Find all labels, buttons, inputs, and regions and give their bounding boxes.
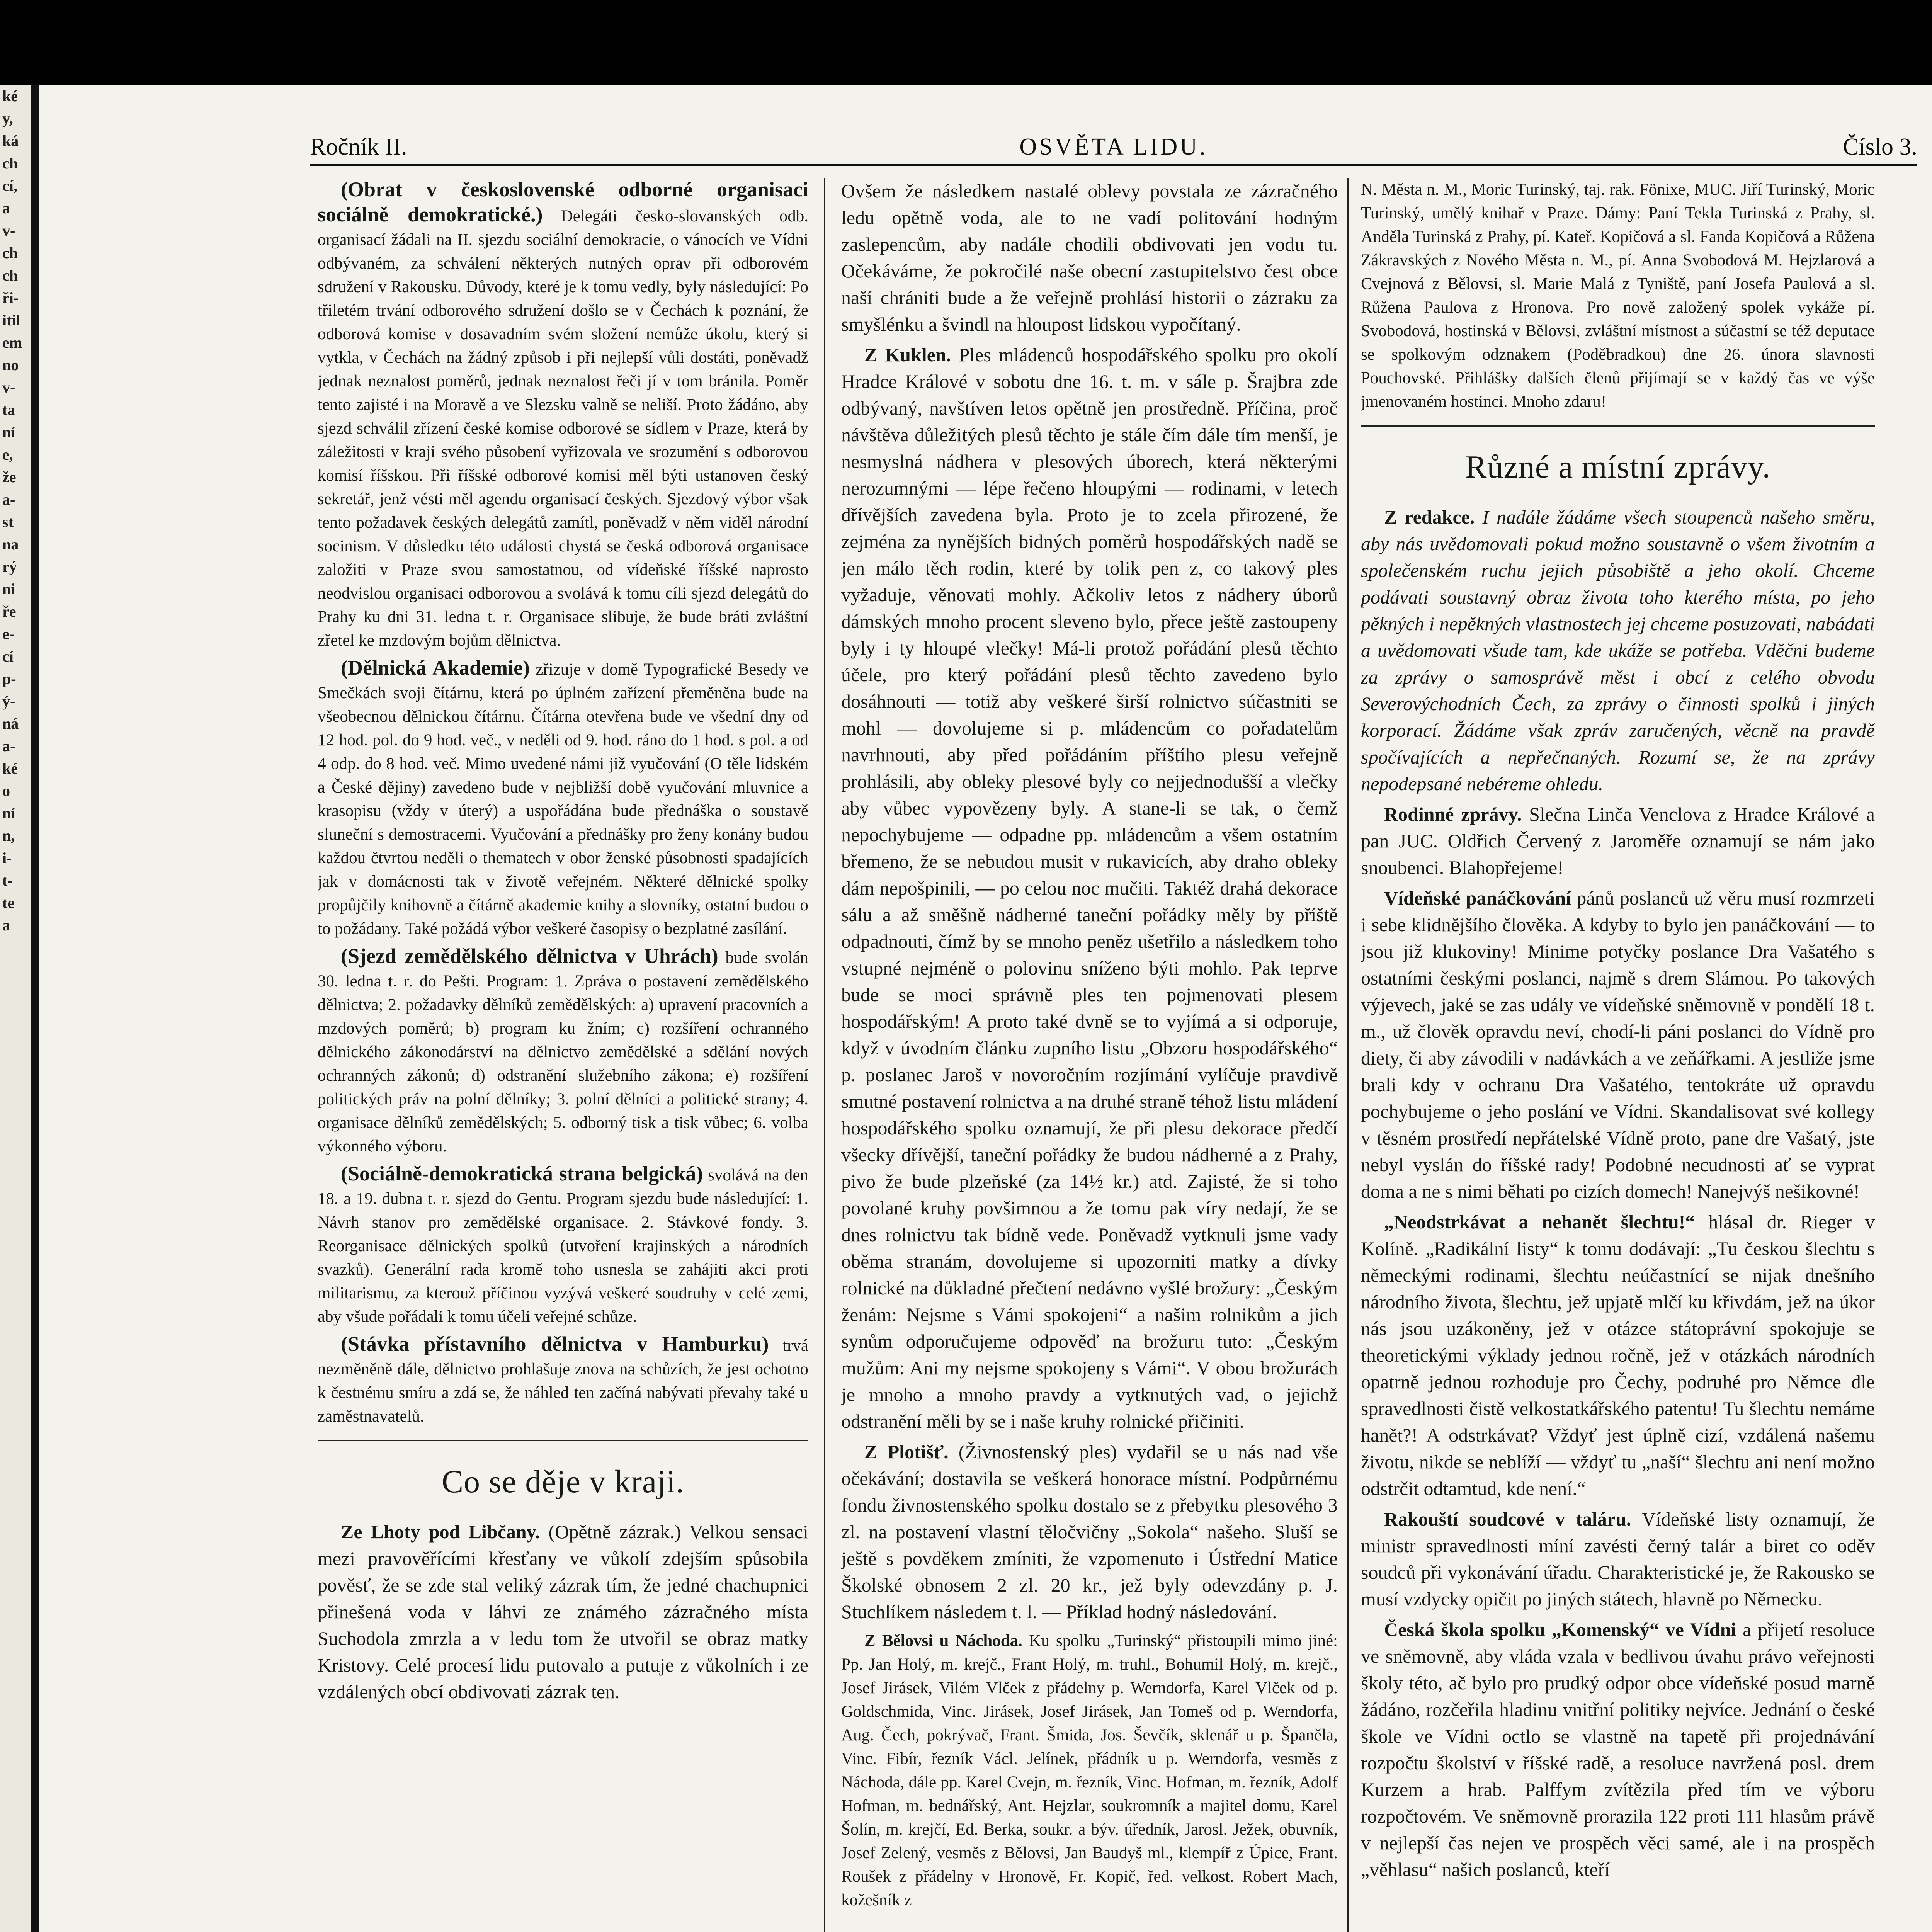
- article-odborna-organisace: [318, 178, 808, 652]
- page-gutter: [31, 85, 39, 1932]
- article-heading: Rodinné zprávy.: [1384, 803, 1522, 825]
- article-heading: Rakouští soudcové v taláru.: [1384, 1508, 1631, 1530]
- article-stavka-hamburk: [318, 1332, 808, 1428]
- volume-label: Ročník II.: [310, 134, 407, 160]
- article-text: I nadále žádáme všech stoupenců našeho směru, aby nás uvědomovali pokud možno soustavně o všem životním a společenském ruchu jejich působiště a jeho okolí. Chceme podávati soustavný obraz života toho kterého místa, po jeho pěkných i nepěkných vlastnostech jej chceme posuzovati, nabádati a uvědomovati všude tam, kde ukáže se potřeba. Vděčni budeme za zprávy o samosprávě měst i obcí z celého obvodu Severovýchodních Čech, za zprávy o činnosti spolků i jiných korporací. Žádáme však zpráv zaručených, věcně na pravdě spočívajících a nepřečnaných. Rozumí se, že na zprávy nepodepsané nebéreme ohledu.: [1361, 506, 1875, 794]
- article-text: (Živnostenský ples) vydařil se u nás nad vše očekávání; dostavila se veškerá honorace místní. Podpůrnému fondu živnostenského spolku dostalo se z přebytku plesového 3 zl. na postavení vlastní těločvičny „Sokola“ našeho. Sluší se ještě s povděkem zmíniti, že vzpomenuto i Ústřední Matice Školské obnosem 2 zl. 20 kr., jež byly odevzdány p. J. Stuchlíkem následem t. l. — Příklad hodný následování.: [841, 1441, 1338, 1622]
- previous-page-fragment: ře: [2, 603, 16, 620]
- article-text: svolává na den 18. a 19. dubna t. r. sjezd do Gentu. Program sjezdu bude následující: 1. Návrh stanov pro zemědělské organisace. 2. Stávkové fondy. 3. Reorganisace dělnických spolků (utvoření krajinských a národních svazků). Generální rada kromě toho usnesla se zahájiti akci proti militarismu, za kterouž příčinou vyzývá veškeré soudruhy v celé zemi, aby všude pořádali k tomu účeli veřejné schůze.: [318, 1166, 808, 1326]
- previous-page-fragment: na: [2, 536, 19, 553]
- article-redakce: [1361, 504, 1875, 797]
- previous-page-fragment: e,: [2, 446, 13, 463]
- article-sjezd-uhry: [318, 944, 808, 1158]
- article-plotiste: [841, 1439, 1338, 1625]
- column-2: [841, 178, 1338, 1932]
- previous-page-fragment: te: [2, 894, 15, 912]
- article-rodinne: [1361, 801, 1875, 881]
- article-text: bude svolán 30. ledna t. r. do Pešti. Program: 1. Zpráva o postavení zemědělského dělnictva; 2. požadavky dělníků zemědělských: a) upravení pracovních a mzdových poměrů; b) program ku žním; c) rozšíření ochranného dělnického zákonodárství na dělnictvo zemědělské a sdělání nových ochranných zákonů; d) odstranění služebního zákona; e) rozšíření politických práv na polní dělníky; 3. polní dělníci a politické strany; 4. organisace dělníků zemědělských; 5. odborný tisk a tisk vůbec; 6. volba výkonného výboru.: [318, 949, 808, 1155]
- column-3: [1361, 178, 1875, 1932]
- scan-border-top: [0, 0, 1932, 85]
- previous-page-fragment: st: [2, 513, 14, 531]
- previous-page-fragment: p-: [2, 670, 16, 687]
- article-text: Delegáti česko-slovanských odb. organisací žádali na II. sjezdu sociální demokracie, o vánocích ve Vídni odbývaném, za schválení některých nutných oprav při odborovém sdružení v Rakousku. Důvody, které je k tomu vedly, byly následující: Po třiletém trvání odborového sdružení došlo se v Čechách k poznání, že odborová komise v dosavadním svém složení nemůže úkolu, který si vytkla, v Čechách na žádný způsob i při nejlepší vůli dostáti, poněvadž jednak neznalost poměrů, jednak neznalost řeči jí v tom bránila. Poměr tento zajisté i na Moravě a ve Slezsku valně se neliší. Proto žádáno, aby sjezd schválil zřízení české komise odborové se sídlem v Praze, která by záležitosti v kraji svého působení vyřizovala ve srozumění s odborovou komisí říšskou. Při říšské odborové komisi měl býti ustanoven český sekretář, jenž vésti měl agendu organisací českých. Sjezdový výbor však tento požadavek českých delegátů zamítl, poněvadž v něm viděl národní socinism. V důsledku této události chystá se česká odborová organisace založiti v Praze svou samostatnou, od vídeňské říšské naprosto neodvislou organisaci odborovou a svolává k tomu cíli sjezd delegátů do Prahy ku dni 31. ledna t. r. Organisace slibuje, že bude bráti zvláštní zřetel ke mzdovým bojům dělnictva.: [318, 207, 808, 650]
- newspaper-page: [39, 85, 1932, 1932]
- article-delnicka-akademie: [318, 656, 808, 940]
- previous-page-fragment: cí: [2, 648, 14, 665]
- column-divider: [1347, 178, 1349, 1932]
- article-rakousti-soudcove: [1361, 1506, 1875, 1612]
- article-heading: Z redakce.: [1384, 506, 1475, 528]
- article-belovsi-continued: N. Města n. M., Moric Turinský, taj. rak. Fönixe, MUC. Jiří Turinský, Moric Turinský, umělý knihař v Praze. Dámy: Paní Tekla Turinská z Prahy, sl. Anděla Turinská z Prahy, pí. Kateř. Kopičová a sl. Fanda Kopičová a Růžena Zákravských z Nového Města n. M., pí. Anna Svobodová M. Hejzlarová a Cvejnová z Bělovsi, sl. Marie Malá z Tyniště, paní Josefa Paulová a sl. Růžena Paulova z Hronova. Pro nově založený spolek vykáže pí. Svobodová, hostinská v Bělovsi, zvláštní místnost a súčastní se též deputace se spolkovým odznakem (Poděbradkou) dne 26. února slavnosti Pouchovské. Přihlášky dalších členů přijímají se v každý čas ve výše jmenovaném hostinci. Mnoho zdaru!: [1361, 180, 1875, 411]
- previous-page-fragment: o: [2, 782, 10, 799]
- previous-page-fragment: t-: [2, 872, 13, 889]
- article-neodstrkavat: [1361, 1209, 1875, 1502]
- article-text: Slečna Linča Venclova z Hradce Králové a pan JUC. Oldřich Červený z Jaroměře oznamují se nám jako snoubenci. Blahopřejeme!: [1361, 803, 1875, 878]
- previous-page-fragment: ý-: [2, 692, 15, 710]
- article-heading: „Neodstrkávat a nehanět šlechtu!“: [1384, 1211, 1695, 1233]
- article-text: trvá nezměněně dále, dělnictvo prohlašuje znova na schůzích, že jest ochotno k čestnému smíru a zdá se, že náhled ten začíná nabývati převahy také u zaměstnavatelů.: [318, 1337, 808, 1425]
- article-heading: Vídeňské panáčkování: [1384, 887, 1571, 909]
- section-divider: [1361, 425, 1875, 427]
- article-heading: (Sjezd zemědělského dělnictva v Uhrách): [341, 944, 718, 968]
- previous-page-fragment: cí,: [2, 177, 17, 194]
- previous-page-fragment: ká: [2, 132, 19, 150]
- article-lhota-continued: Ovšem že následkem nastalé oblevy povstala ze zázračného ledu opětně voda, ale to ne vadí politování hodným zaslepencům, aby nadále chodili obdivovati jen vodu tu. Očekáváme, že pokročilé naše obecní zastupitelstvo čest obce naší chrániti bude a že veřejně prohlásí historii o zázraku za smyšlénku a švindl na hloupost lidskou vypočítaný.: [841, 180, 1338, 335]
- previous-page-fragment: y,: [2, 110, 13, 127]
- previous-page-fragment: ké: [2, 760, 18, 777]
- previous-page-fragment: ní: [2, 423, 15, 441]
- previous-page-fragment: em: [2, 334, 22, 351]
- previous-page-fragment: e-: [2, 625, 15, 643]
- article-heading: Z Bělovsi u Náchoda.: [864, 1632, 1022, 1650]
- section-divider: [318, 1440, 808, 1441]
- article-ceska-skola: [1361, 1616, 1875, 1883]
- previous-page-fragment: no: [2, 356, 19, 374]
- article-belgicka-strana: [318, 1162, 808, 1328]
- previous-page-fragment: a-: [2, 491, 15, 508]
- article-text: Ku spolku „Turinský“ přistoupili mimo jiné: Pp. Jan Holý, m. krejč., Frant Holý, m. truhl., Bohumil Holý, m. krejč., Josef Jirásek, Vilém Vlček z přádelny p. Werndorfa, Karel Vlček od p. Goldschmida, Vinc. Jirásek, Josef Jirásek, Jan Tomeš od p. Werndorfa, Aug. Čech, pokrývač, Frant. Šmida, Jos. Ševčík, sklenář u p. Španěla, Vinc. Fibír, řezník Václ. Jelínek, přádník u p. Werndorfa, vesměs z Náchoda, dále pp. Karel Cvejn, m. řezník, Vinc. Hofman, m. řezník, Adolf Hofman, m. bednářský, Ant. Hejzlar, soukromník a majitel domu, Karel Šolín, m. krejčí, Ed. Berka, soukr. a býv. úředník, Jarosl. Ježek, obuvník, Josef Zelený, vesměs z Bělovsi, Jan Baudyš ml., klempíř z Úpice, Frant. Roušek z přádelny v Hronově, Fr. Kopič, řed. velkost. Robert Mach, kožešník z: [841, 1632, 1338, 1909]
- article-text: hlásal dr. Rieger v Kolíně. „Radikální listy“ k tomu dodávají: „Tu českou šlechtu s německými rodinami, šlechtu neúčastnící se nijak dnešního národního života, šlechtu, jež upjatě mlčí ku křivdám, jež na úkor nás jsou uzákoněny, jež v otázce státoprávní spokojuje se theoretickými výklady jednou ročně, jež v otázkách národních opatrně jednou rozhoduje pro Čechy, podruhé pro Němce dle spravedlnosti čistě velkostatkářského patentu! Tu šlechtu nemáme hanět?! A odstrkávat? Vždyť jest úplně cizí, vzdálená našemu životu, nikde se neblíží — vždyť tu „naší“ šlechtu ani není možno odstrčit odtamtud, kde není.“: [1361, 1211, 1875, 1499]
- previous-page-fragment: ta: [2, 401, 15, 418]
- masthead-title: OSVĚTA LIDU.: [1019, 134, 1208, 160]
- previous-page-fragment: n,: [2, 827, 15, 844]
- article-lhota: [318, 1519, 808, 1705]
- previous-page-fragment: že: [2, 468, 16, 486]
- article-videnske: [1361, 885, 1875, 1205]
- previous-page-fragment: i-: [2, 849, 12, 867]
- previous-page-fragment: itil: [2, 311, 20, 329]
- article-heading: Z Kuklen.: [864, 344, 951, 366]
- article-kuklen: [841, 342, 1338, 1435]
- previous-page-edge: [0, 85, 31, 1932]
- previous-page-fragment: ři-: [2, 289, 19, 306]
- previous-page-fragment: v-: [2, 222, 15, 239]
- previous-page-fragment: ná: [2, 715, 19, 732]
- previous-page-fragment: a: [2, 917, 10, 934]
- previous-page-fragment: ch: [2, 267, 18, 284]
- article-heading: (Stávka přístavního dělnictva v Hamburku): [341, 1332, 769, 1355]
- section-title-mistni: Různé a místní zprávy.: [1465, 449, 1771, 485]
- column-1: [318, 178, 808, 1932]
- article-text: Ples mládenců hospodářského spolku pro okolí Hradce Králové v sobotu dne 16. t. m. v sále p. Šrajbra zde odbývaný, navštíven letos opětně jen prostředně. Příčina, proč návštěva důležitých plesů těchto je stále čím dále tím menší, je nesmyslná nádhera v plesových úborech, která některými nerozumnými — lépe řečeno hloupými — rodinami, v letech dřívějších zavedena byla. Proto je to zcela přirozené, že zejména za nynějších bidných poměrů hospodářských nadě se jen málo těch rodin, které by tolik pen z, co takový ples vyžaduje, věnovati mohly. Ačkoliv letos z nádhery úborů dámských mnoho procent sleveno bylo, přece ještě zastoupeny byly i ty hloupé vlečky! Má-li protož pořádání plesů těchto účele, pro který pořádání plesů těchto zavedeno bylo dosáhnouti — totiž aby veškeré širší rolnictvo súčastniti se mohl — dovolujeme si p. mládencům co pořadatelům navrhnouti, aby před pořádáním příštího plesu veřejně prohlásili, aby obleky plesové byly co nejjednodušší a vlečky aby vůbec vypovězeny byly. A stane-li se tak, o čemž nepochybujeme — odpadne pp. mládencům a všem ostatním břemeno, že se nebudou musit v rukavicích, aby draho obleky dám nepošpinili, — po celou noc mučiti. Taktéž drahá dekorace sálu a až směšně nádherné taneční pořádky měly by příště odpadnouti, čímž by se mnoho peněz ušetřilo a následkem toho vstupné nejméně o polovinu sníženo býti mohlo. Pak teprve bude se moci správně ples ten pojmenovati plesem hospodářským! A proto také dvně se to vyjímá a si odporuje, když v úvodním článku zupního listu „Obzoru hospodářského“ p. poslanec Jaroš v novoročním rozjímání vylíčuje pravdivě smutné postavení rolnictva a na druhé straně téhož listu mládení hospodářského spolku oznamují, že při plesu dekorace předčí všecky dřívější, taneční pořádky že budou nádherné a z Prahy, pivo že bude plzeňské (za 14½ kr.) atd. Zajisté, že si toho povolané kruhy povšimnou a že tomu pak víry nedají, že se dnes rolnictvu tak bídně vede. Poněvadž vytknuli jsme vady oběma stranám, dovolujeme si upozorniti matky a dívky rolnické na důkladné přečtení nedávno vyšlé brožury: „Českým ženám: Nejsme s Vámi spokojeni“ a našim rolnikům a jich synům odporučujeme odpověď na brožuru tuto: „Českým mužům: Ani my nejsme spokojeny s Vámi“. V obou brožurách je mnoho a mnoho pravdy a vytknutých vad, o jejichž odstranění měli by se i naše kruhy rolnické přičiniti.: [841, 344, 1338, 1432]
- issue-number: Číslo 3.: [1843, 134, 1917, 160]
- article-heading: Z Plotišť.: [864, 1441, 949, 1463]
- previous-page-fragment: ké: [2, 87, 18, 105]
- previous-page-fragment: ni: [2, 580, 15, 598]
- article-text: Vídeňské listy oznamují, že ministr spravedlnosti míní zavésti černý talár a biret co oděv soudců při vykonávání úřadu. Charakteristické je, že Rakousko se musí vzdycky opičit po jiných státech, hlavně po Německu.: [1361, 1508, 1875, 1610]
- article-text: pánů poslanců už věru musí rozmrzeti i sebe klidnějšího člověka. A kdyby to bylo jen panáčkování — to jsou již klukoviny! Minime potyčky poslance Dra Vašatého s ostatními českými poslanci, najmě s drem Slámou. Po takových výjevech, jaké se zas udály ve vídeňské sněmovně v pondělí 18 t. m., už člověk opravdu neví, chodí-li páni poslanci do Vídně pro diety, či aby závodili v nadávkách a ve zeňářkami. A jestliže jsme brali kdy v ochranu Dra Vašatého, tentokráte už opravdu pochybujeme o jeho poslání ve Vídni. Skandalisovat své kollegy v těsném prostředí nepřátelské Vídně proto, pane dre Vašatý, jste nebyl vyslán do říšské rady! Podobné necudnosti ať se vyprat doma a ne s nimi běhati po cizích domech! Nanejvýš nešikovné!: [1361, 887, 1875, 1202]
- column-divider: [824, 178, 825, 1932]
- article-belovsi: [841, 1629, 1338, 1912]
- article-heading: Ze Lhoty pod Libčany.: [341, 1521, 540, 1543]
- article-text: (Opětně zázrak.) Velkou sensaci mezi pravověřícími křesťany ve vůkolí zdejším spůsobila pověsť, že se zde stal veliký zázrak tím, že jedné chachupnici přinešená voda v láhvi ze známého zázračného místa Suchodola zmrzla a v ledu tom že utvořil se obraz matky Kristovy. Celé procesí lidu putovalo a putuje z vůkolních i ze vzdálených obcí obdivovati zázrak ten.: [318, 1521, 808, 1702]
- header-rule: [310, 164, 1917, 166]
- previous-page-fragment: a: [2, 199, 10, 217]
- section-title-kraj: Co se děje v kraji.: [442, 1464, 684, 1500]
- page-header: [310, 120, 1917, 166]
- previous-page-fragment: rý: [2, 558, 17, 575]
- article-heading: (Dělnická Akademie): [341, 656, 530, 679]
- article-heading: Česká škola spolku „Komenský“ ve Vídni: [1384, 1619, 1736, 1640]
- previous-page-fragment: v-: [2, 379, 15, 396]
- previous-page-fragment: a-: [2, 737, 15, 755]
- article-heading: (Obrat v československé odborné organisaci sociálně demokratické.): [318, 178, 808, 226]
- previous-page-fragment: ní: [2, 804, 15, 822]
- article-text: a přijetí resoluce ve sněmovně, aby vláda vzala v bedlivou úvahu právo veřejnosti školy této, ač bylo pro prudký odpor obce vídeňské posud marně žádáno, rozčeřila hladinu vnitřní politiky nejvíce. Jednání o české škole ve Vídni octlo se vlastně na tapetě při projednávání rozpočtu školství v říšské radě, a resoluce navržená posl. drem Kurzem a hrab. Palffym zvítězila před tím ve výboru rozpočtovém. Ve sněmovně prorazila 122 proti 111 hlasům právě v nejlepší čas nejen ve prospěch věci samé, ale i na prospěch „věhlasu“ našich poslanců, kteří: [1361, 1619, 1875, 1880]
- previous-page-fragment: ch: [2, 244, 18, 262]
- article-text: zřizuje v domě Typografické Besedy ve Smečkách svoji čítárnu, která po úplném zařízení přeměněna bude na všeobecnou dělnickou čítárnu. Čítárna otevřena bude ve všední dny od 12 hod. pol. do 9 hod. več., v neděli od 9. hod. ráno do 1 hod. s pol. a od 4 odp. do 8 hod. več. Mimo uvedené námi již vyučování (O těle lidském a České dějiny) zavedeno bude v nejbližší době vyučování mluvnice a krasopisu (vždy v úterý) a uspořádána bude přednáška o soustavě sluneční s demostracemi. Vyučování a přednášky pro ženy konány budou každou čtvrtou neděli o thematech v obor ženské působnosti spadajících jak v domácnosti tak v životě veřejném. Některé dělnické spolky propůjčily knihovně a čítárně akademie knihy a slovníky, ostatní budou o to požádany. Také požádá výbor veškeré časopisy o bezplatné zasílání.: [318, 660, 808, 938]
- previous-page-fragment: ch: [2, 155, 18, 172]
- article-heading: (Sociálně-demokratická strana belgická): [341, 1162, 703, 1185]
